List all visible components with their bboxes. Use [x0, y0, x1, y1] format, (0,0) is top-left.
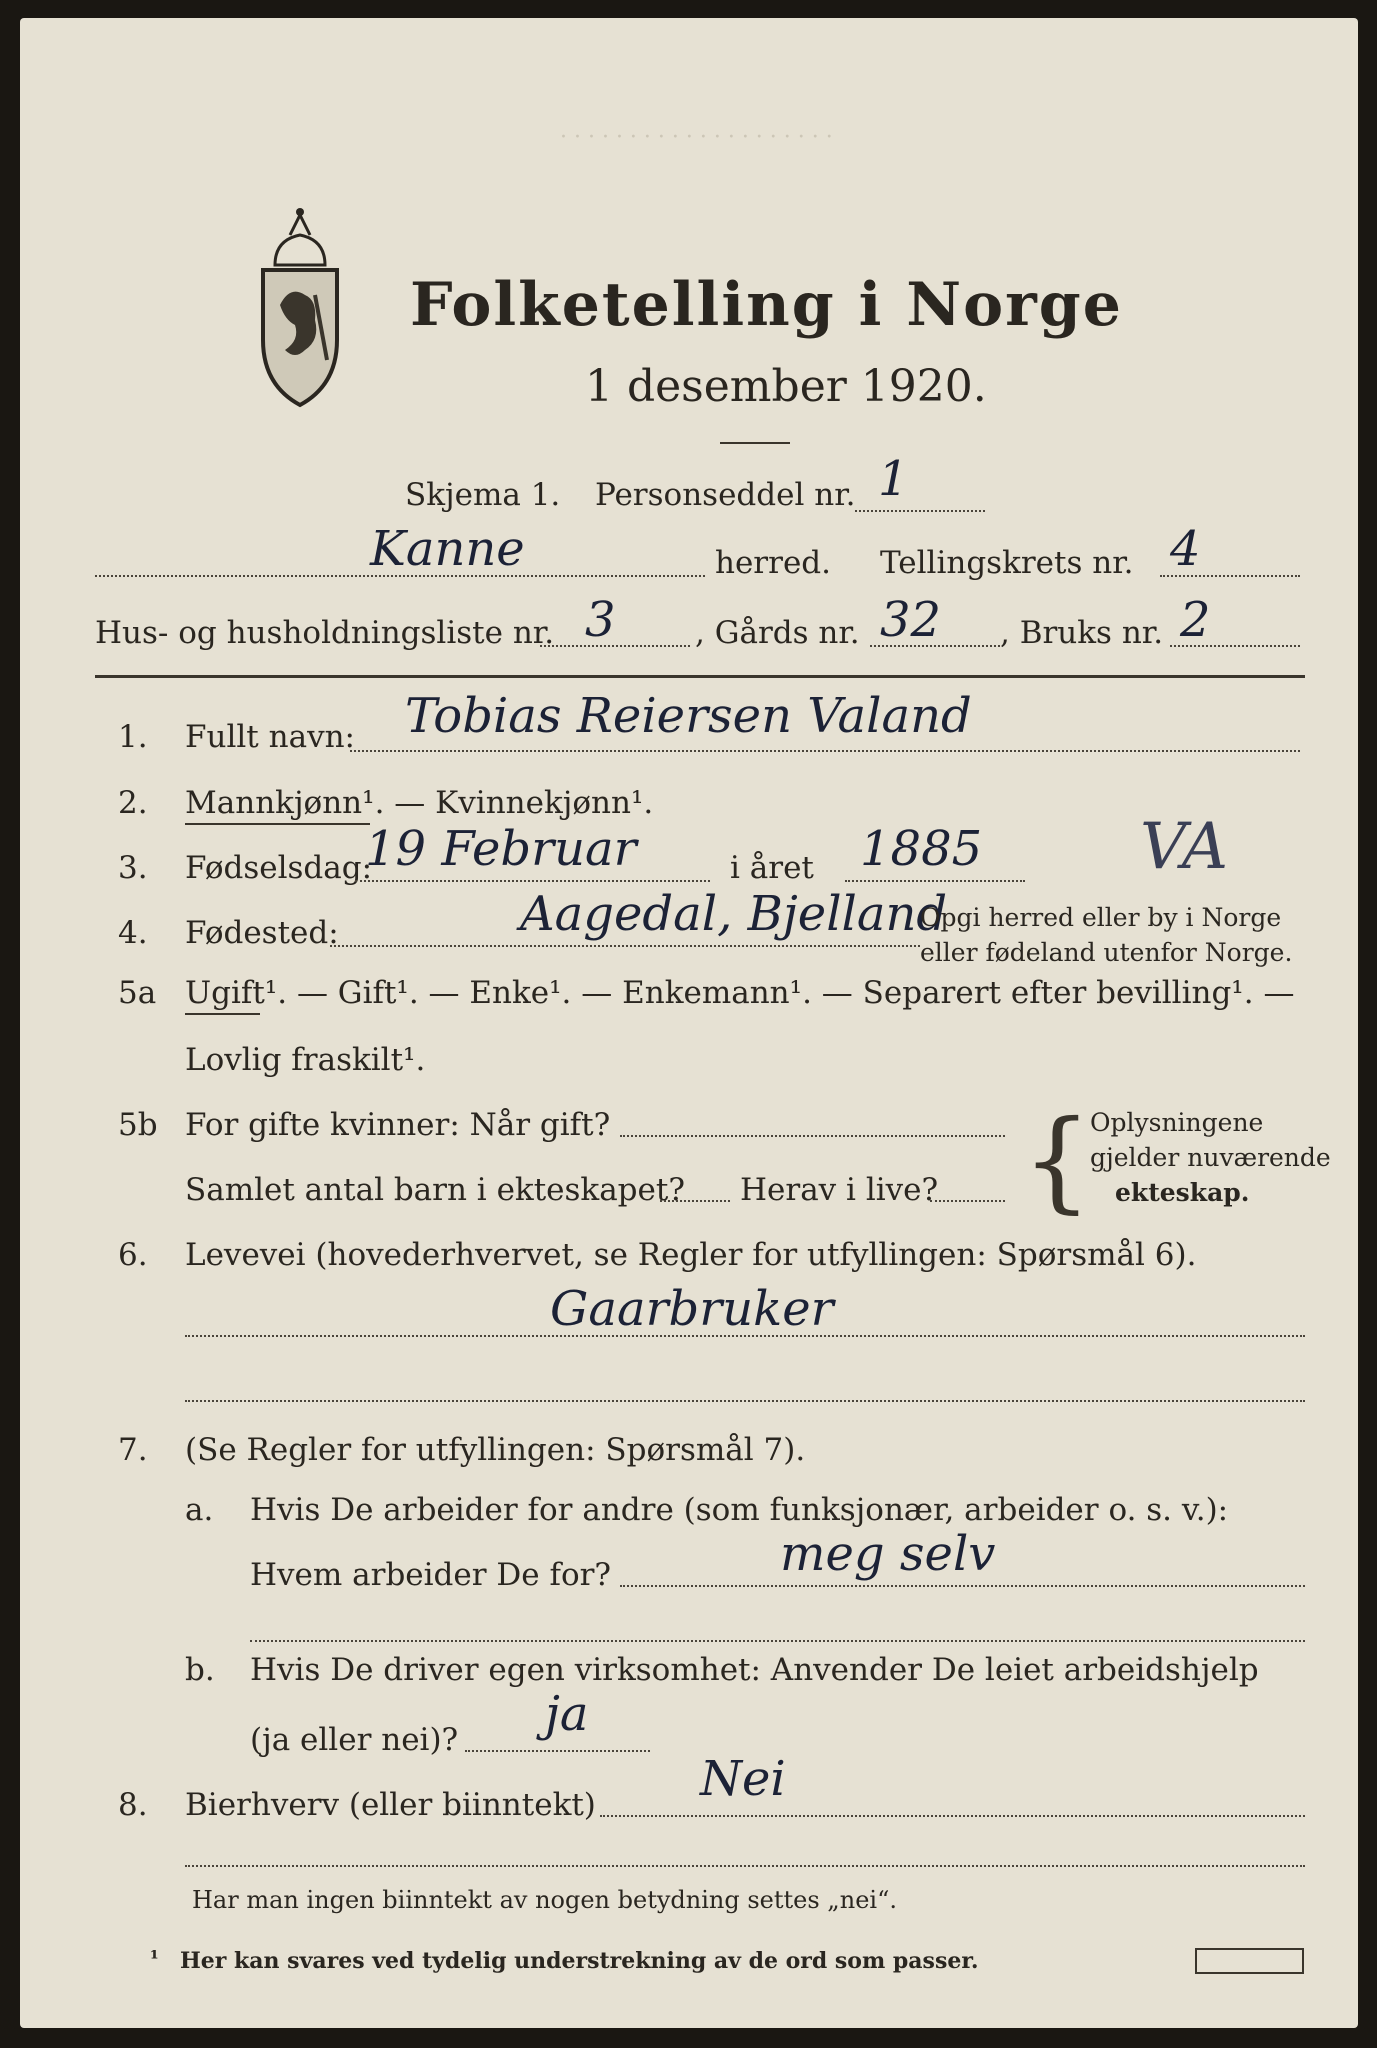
- q4-number: 4.: [118, 915, 148, 951]
- q7b-field-line: [465, 1750, 650, 1752]
- q5b-brace: {: [1022, 1096, 1092, 1224]
- q5b-line2a: Samlet antal barn i ekteskapet?: [185, 1172, 685, 1208]
- q4-label: Fødested:: [185, 915, 339, 951]
- q3-label: Fødselsdag:: [185, 850, 373, 886]
- tellingskrets-label: Tellingskrets nr.: [880, 545, 1134, 581]
- q6-field-line-1: [185, 1335, 1305, 1337]
- q8-value[interactable]: Nei: [700, 1751, 786, 1807]
- q3-year-label: i året: [730, 850, 814, 886]
- q7a-value[interactable]: meg selv: [780, 1526, 996, 1582]
- q7a-line2: Hvem arbeider De for?: [250, 1557, 612, 1593]
- q3-field-line: [355, 880, 710, 882]
- gards-value[interactable]: 32: [880, 592, 942, 648]
- q8-field-line: [600, 1815, 1305, 1817]
- footnote-mark: ¹: [150, 1946, 159, 1970]
- q3-value[interactable]: 19 Februar: [365, 821, 637, 877]
- page-title: Folketelling i Norge: [410, 270, 1123, 340]
- q7b-letter: b.: [185, 1652, 215, 1688]
- herred-value[interactable]: Kanne: [370, 521, 525, 577]
- q6-value[interactable]: Gaarbruker: [550, 1281, 834, 1337]
- q4-hint-line2: eller fødeland utenfor Norge.: [920, 938, 1293, 967]
- q3-year-value[interactable]: 1885: [860, 821, 983, 877]
- q5a-line1: Ugift¹. — Gift¹. — Enke¹. — Enkemann¹. — Separert efter bevilling¹. —: [185, 975, 1295, 1011]
- gards-label: , Gårds nr.: [695, 615, 860, 651]
- q7-number: 7.: [118, 1432, 148, 1468]
- q6-field-line-2: [185, 1400, 1305, 1402]
- q5b-line2b: Herav i live?: [740, 1172, 939, 1208]
- q7a-field-line-2: [250, 1640, 1305, 1642]
- q5b-side1: Oplysningene: [1090, 1108, 1264, 1137]
- q1-value[interactable]: Tobias Reiersen Valand: [405, 688, 972, 744]
- q5b-children-field-line: [660, 1200, 730, 1202]
- q2-label: Mannkjønn¹. — Kvinnekjønn¹.: [185, 785, 654, 821]
- q5b-side2: gjelder nuværende: [1090, 1143, 1331, 1172]
- footer-divider: [185, 1865, 1305, 1867]
- section-divider: [95, 675, 1305, 678]
- q1-number: 1.: [118, 719, 148, 755]
- q7b-value[interactable]: ja: [545, 1686, 589, 1742]
- schema-label: Skjema 1.: [405, 477, 561, 513]
- herred-label: herred.: [715, 545, 831, 581]
- q4-value[interactable]: Aagedal, Bjelland: [520, 886, 948, 942]
- q5b-number: 5b: [118, 1107, 158, 1143]
- q2-number: 2.: [118, 785, 148, 821]
- q7a-field-line: [620, 1585, 1305, 1587]
- tellingskrets-value[interactable]: 4: [1170, 521, 1201, 577]
- footnote-text: Her kan svares ved tydelig understrekning av de ord som passer.: [180, 1948, 979, 1974]
- q5a-line2: Lovlig fraskilt¹.: [185, 1042, 426, 1078]
- q3-year-field-line: [845, 880, 1025, 882]
- q4-field-line: [330, 945, 920, 947]
- q5a-underline: [185, 1013, 260, 1015]
- q6-number: 6.: [118, 1237, 148, 1273]
- bruks-value[interactable]: 2: [1180, 592, 1211, 648]
- q4-hint-line1: Opgi herred eller by i Norge: [920, 903, 1282, 932]
- footer-note: Har man ingen biinntekt av nogen betydning settes „nei“.: [192, 1886, 897, 1914]
- q3-number: 3.: [118, 850, 148, 886]
- personseddel-label: Personseddel nr.: [595, 477, 856, 513]
- q7a-letter: a.: [185, 1492, 214, 1528]
- q2-underline: [185, 823, 370, 825]
- q7a-line1: Hvis De arbeider for andre (som funksjonær, arbeider o. s. v.):: [250, 1492, 1229, 1528]
- q7b-line2: (ja eller nei)?: [250, 1722, 459, 1758]
- q7-label: (Se Regler for utfyllingen: Spørsmål 7).: [185, 1432, 806, 1468]
- q5a-number: 5a: [118, 975, 157, 1011]
- hus-value[interactable]: 3: [585, 592, 616, 648]
- bleed-through: · · · · · · · · · · · · · · · · · · · ·: [560, 125, 833, 150]
- q5b-side3: ekteskap.: [1115, 1178, 1250, 1207]
- q8-number: 8.: [118, 1787, 148, 1823]
- hus-label: Hus- og husholdningsliste nr.: [95, 615, 555, 651]
- q1-field-line: [350, 750, 1300, 752]
- q3-mark: VA: [1140, 810, 1229, 884]
- bruks-label: , Bruks nr.: [1000, 615, 1164, 651]
- coat-of-arms-icon: [245, 200, 355, 415]
- q5b-alive-field-line: [930, 1200, 1005, 1202]
- personseddel-field-line: [855, 510, 985, 512]
- q1-label: Fullt navn:: [185, 719, 355, 755]
- personseddel-value[interactable]: 1: [878, 451, 909, 507]
- printer-stamp: [1195, 1948, 1304, 1974]
- title-divider: [720, 442, 790, 444]
- q6-label: Levevei (hovederhvervet, se Regler for utfyllingen: Spørsmål 6).: [185, 1237, 1197, 1273]
- page-subtitle: 1 desember 1920.: [585, 361, 987, 412]
- q5b-married-field-line: [620, 1135, 1005, 1137]
- q8-label: Bierhverv (eller biinntekt): [185, 1787, 596, 1823]
- q7b-line1: Hvis De driver egen virksomhet: Anvender De leiet arbeidshjelp: [250, 1652, 1259, 1688]
- q5b-line1: For gifte kvinner: Når gift?: [185, 1107, 611, 1143]
